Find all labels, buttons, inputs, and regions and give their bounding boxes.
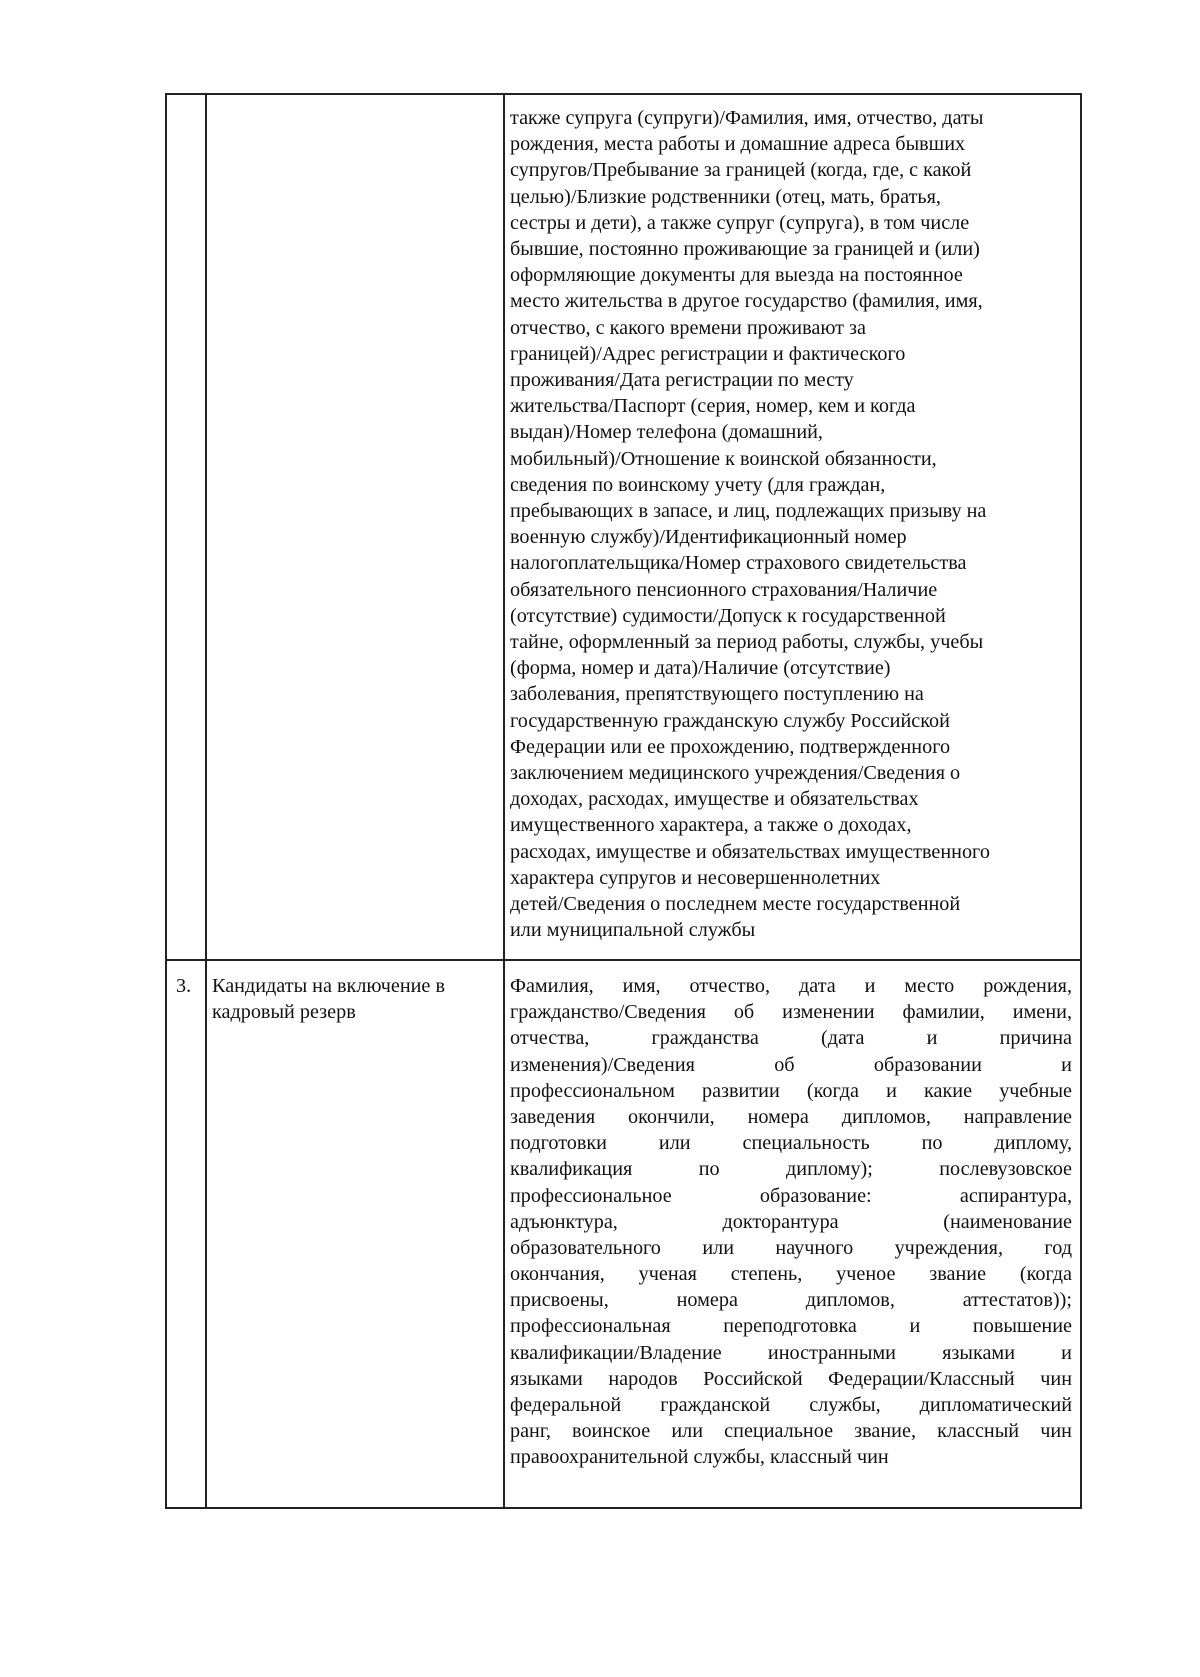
- continued-text-line: целью)/Близкие родственники (отец, мать, братья,: [510, 185, 941, 208]
- table-divider-number: [205, 93, 207, 1509]
- continued-text-line: мобильный)/Отношение к воинской обязанности,: [510, 447, 937, 470]
- continued-text-line: выдан)/Номер телефона (домашний,: [510, 421, 823, 444]
- continued-text-line: проживания/Дата регистрации по месту: [510, 369, 854, 392]
- row-divider: [165, 959, 1082, 961]
- category-line: Кандидаты на включение в: [212, 975, 445, 997]
- row-3-text-line: присвоены, номера дипломов, аттестатов));: [510, 1289, 1072, 1312]
- continued-row-text: [510, 105, 1080, 944]
- row-number: 3.: [176, 975, 192, 997]
- continued-text-line: бывшие, постоянно проживающие за границей и (или): [510, 238, 980, 261]
- continued-text-line: доходах, расходах, имуществе и обязательствах: [510, 788, 919, 811]
- row-3-text-line: подготовки или специальность по диплому,: [510, 1132, 1072, 1155]
- continued-text-line: супругов/Пребывание за границей (когда, где, с какой: [510, 159, 972, 182]
- row-3-text-line: гражданство/Сведения об изменении фамилии, имени,: [510, 1001, 1072, 1024]
- continued-text-line: сведения по воинскому учету (для граждан,: [510, 473, 886, 496]
- continued-text-line: государственную гражданскую службу Российской: [510, 709, 950, 732]
- continued-text-line: заболевания, препятствующего поступлению на: [510, 683, 924, 706]
- row-3-text-line: правоохранительной службы, классный чин: [510, 1446, 889, 1469]
- continued-text-line: тайне, оформленный за период работы, службы, учебы: [510, 631, 984, 654]
- continued-text-line: расходах, имуществе и обязательствах имущественного: [510, 840, 990, 863]
- continued-text-line: Федерации или ее прохождению, подтвержденного: [510, 735, 951, 758]
- row-category: [212, 973, 499, 1025]
- row-3-text-line: квалификации/Владение иностранными языками и: [510, 1341, 1072, 1364]
- row-3-text-line: языками народов Российской Федерации/Классный чин: [510, 1367, 1072, 1390]
- continued-text-line: отчество, с какого времени проживают за: [510, 316, 866, 339]
- continued-text-line: детей/Сведения о последнем месте государственной: [510, 893, 961, 916]
- continued-text-line: заключением медицинского учреждения/Сведения о: [510, 762, 961, 785]
- row-3-text-line: Фамилия, имя, отчество, дата и место рождения,: [510, 975, 1072, 997]
- category-line: кадровый резерв: [212, 1001, 356, 1024]
- row-3-text-line: изменения)/Сведения об образовании и: [510, 1053, 1072, 1076]
- table-divider-category: [503, 93, 505, 1509]
- row-3-text-line: профессиональном развитии (когда и какие учебные: [510, 1079, 1072, 1102]
- continued-text-line: или муниципальной службы: [510, 919, 756, 942]
- continued-text-line: границей)/Адрес регистрации и фактического: [510, 342, 906, 365]
- row-3-text-line: профессиональное образование: аспирантура,: [510, 1184, 1072, 1207]
- continued-text-line: жительства/Паспорт (серия, номер, кем и когда: [510, 395, 916, 418]
- row-3-text-line: образовательного или научного учреждения, год: [510, 1236, 1072, 1259]
- table-border-top: [165, 93, 1082, 95]
- row-3-text: [510, 973, 1072, 1471]
- data-table: [165, 93, 1082, 1509]
- row-3-text-line: ранг, воинское или специальное звание, классный чин: [510, 1420, 1072, 1443]
- continued-text-line: рождения, места работы и домашние адреса бывших: [510, 133, 966, 156]
- row-3-text-line: окончания, ученая степень, ученое звание (когда: [510, 1263, 1072, 1286]
- continued-text-line: имущественного характера, а также о доходах,: [510, 814, 912, 837]
- continued-text-line: (форма, номер и дата)/Наличие (отсутствие): [510, 657, 891, 680]
- continued-text-line: обязательного пенсионного страхования/Наличие: [510, 578, 938, 601]
- continued-text-line: военную службу)/Идентификационный номер: [510, 526, 907, 549]
- row-3-text-line: квалификация по диплому); послевузовское: [510, 1158, 1072, 1181]
- continued-text-line: пребывающих в запасе, и лиц, подлежащих призыву на: [510, 500, 987, 523]
- table-border-right: [1080, 93, 1082, 1509]
- continued-text-line: место жительства в другое государство (фамилия, имя,: [510, 290, 983, 313]
- continued-text-line: оформляющие документы для выезда на постоянное: [510, 264, 963, 287]
- continued-text-line: характера супругов и несовершеннолетних: [510, 866, 881, 889]
- table-border-left: [165, 93, 167, 1509]
- continued-text-line: также супруга (супруги)/Фамилия, имя, отчество, даты: [510, 107, 984, 129]
- row-3-text-line: заведения окончили, номера дипломов, направление: [510, 1105, 1072, 1128]
- row-3-text-line: адъюнктура, докторантура (наименование: [510, 1210, 1072, 1233]
- row-3-text-line: отчества, гражданства (дата и причина: [510, 1027, 1072, 1050]
- continued-text-line: налогоплательщика/Номер страхового свидетельства: [510, 552, 967, 575]
- table-border-bottom: [165, 1507, 1082, 1509]
- row-3-text-line: федеральной гражданской службы, дипломатический: [510, 1394, 1072, 1416]
- continued-text-line: сестры и дети), а также супруг (супруга), в том числе: [510, 211, 970, 234]
- continued-text-line: (отсутствие) судимости/Допуск к государственной: [510, 604, 946, 627]
- row-3-text-line: профессиональная переподготовка и повышение: [510, 1315, 1072, 1338]
